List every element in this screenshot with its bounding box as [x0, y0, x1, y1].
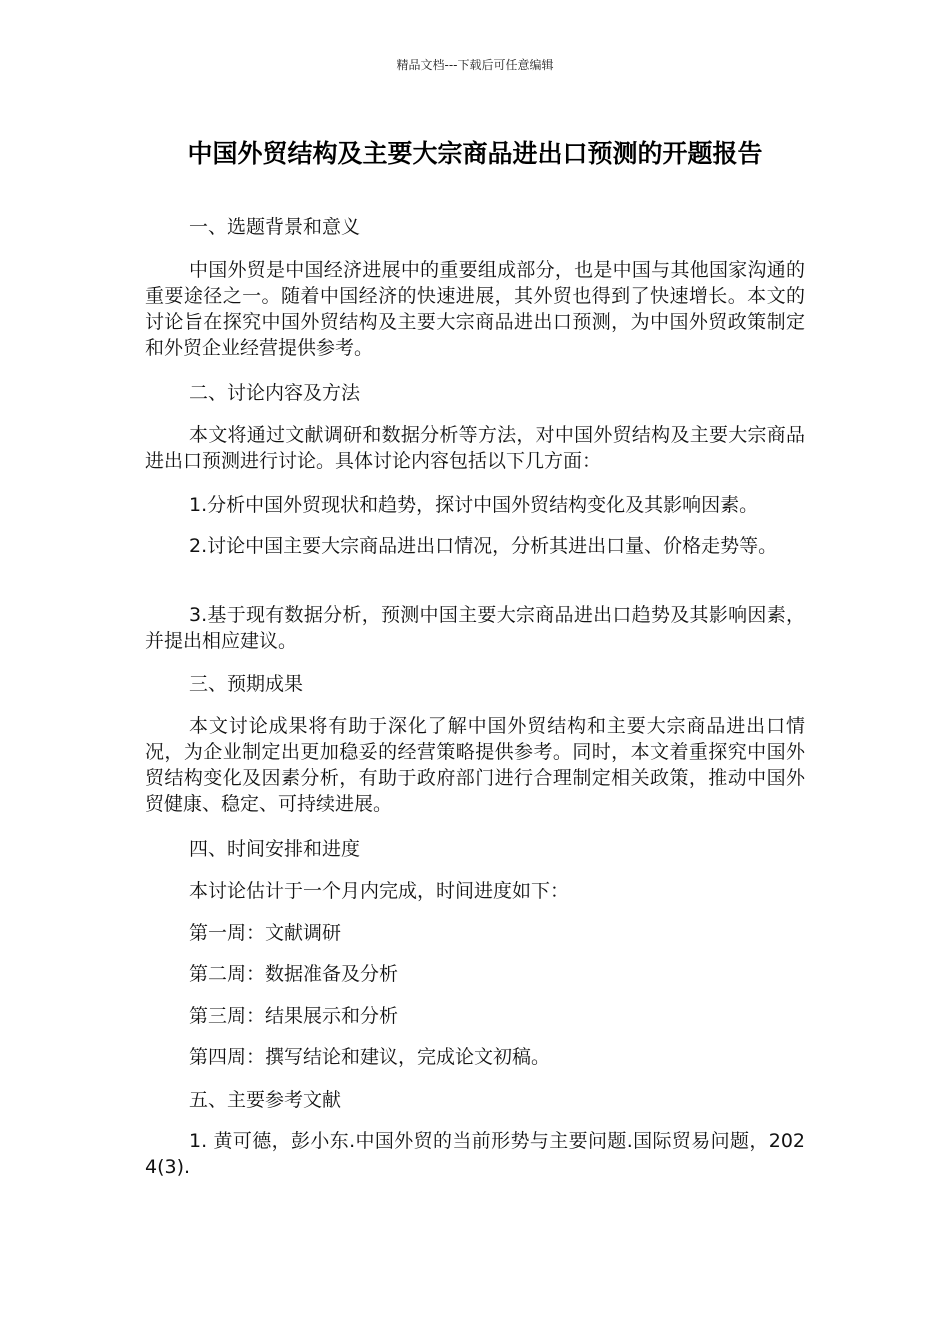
paragraph-methods: 本文将通过文献调研和数据分析等方法，对中国外贸结构及主要大宗商品进出口预测进行讨论。具体讨论内容包括以下几方面：: [145, 424, 805, 472]
schedule-week-4: 第四周：撰写结论和建议，完成论文初稿。: [189, 1046, 551, 1068]
schedule-week-2: 第二周：数据准备及分析: [189, 963, 399, 985]
section-1-block: [145, 214, 805, 240]
section-4-block: [145, 836, 805, 862]
document-title: 中国外贸结构及主要大宗商品进出口预测的开题报告: [187, 139, 763, 168]
schedule-week-1: 第一周：文献调研: [189, 922, 342, 944]
section-heading-5: 五、主要参考文献: [189, 1089, 342, 1111]
schedule-week-block-4: [145, 1044, 805, 1070]
section-heading-3: 三、预期成果: [189, 673, 304, 695]
list-item-2: 2.讨论中国主要大宗商品进出口情况，分析其进出口量、价格走势等。: [189, 535, 778, 557]
reference-1: 1. 黄可德，彭小东.中国外贸的当前形势与主要问题.国际贸易问题，2024(3).: [145, 1130, 805, 1178]
list-item-3: 3.基于现有数据分析，预测中国主要大宗商品进出口趋势及其影响因素，并提出相应建议。: [145, 604, 805, 652]
list-item-1: 1.分析中国外贸现状和趋势，探讨中国外贸结构变化及其影响因素。: [189, 494, 759, 516]
section-1-paragraph-block: [145, 257, 805, 361]
section-4-paragraph-block: [145, 878, 805, 904]
list-item-block-3: [145, 602, 805, 654]
section-heading-4: 四、时间安排和进度: [189, 838, 361, 860]
section-heading-2: 二、讨论内容及方法: [189, 382, 361, 404]
section-heading-1: 一、选题背景和意义: [189, 216, 361, 238]
section-2-block: [145, 380, 805, 406]
paragraph-background: 中国外贸是中国经济进展中的重要组成部分，也是中国与其他国家沟通的重要途径之一。随着中国经济的快速进展，其外贸也得到了快速增长。本文的讨论旨在探究中国外贸结构及主要大宗商品进出口预测，为中国外贸政策制定和外贸企业经营提供参考。: [145, 259, 805, 359]
section-2-paragraph-block: [145, 422, 805, 474]
schedule-week-block-1: [145, 920, 805, 946]
schedule-week-block-3: [145, 1003, 805, 1029]
reference-block-1: [145, 1128, 805, 1180]
schedule-week-3: 第三周：结果展示和分析: [189, 1005, 399, 1027]
section-5-block: [145, 1087, 805, 1113]
schedule-week-block-2: [145, 961, 805, 987]
paragraph-schedule: 本讨论估计于一个月内完成，时间进度如下：: [189, 880, 570, 902]
list-item-block-2: [145, 533, 805, 559]
section-3-block: [145, 671, 805, 697]
list-item-block-1: [145, 492, 805, 518]
section-3-paragraph-block: [145, 713, 805, 817]
header-note: 精品文档---下载后可任意编辑: [396, 58, 554, 72]
paragraph-expected-results: 本文讨论成果将有助于深化了解中国外贸结构和主要大宗商品进出口情况，为企业制定出更加稳妥的经营策略提供参考。同时，本文着重探究中国外贸结构变化及因素分析，有助于政府部门进行合理制定相关政策，推动中国外贸健康、稳定、可持续进展。: [145, 715, 805, 815]
